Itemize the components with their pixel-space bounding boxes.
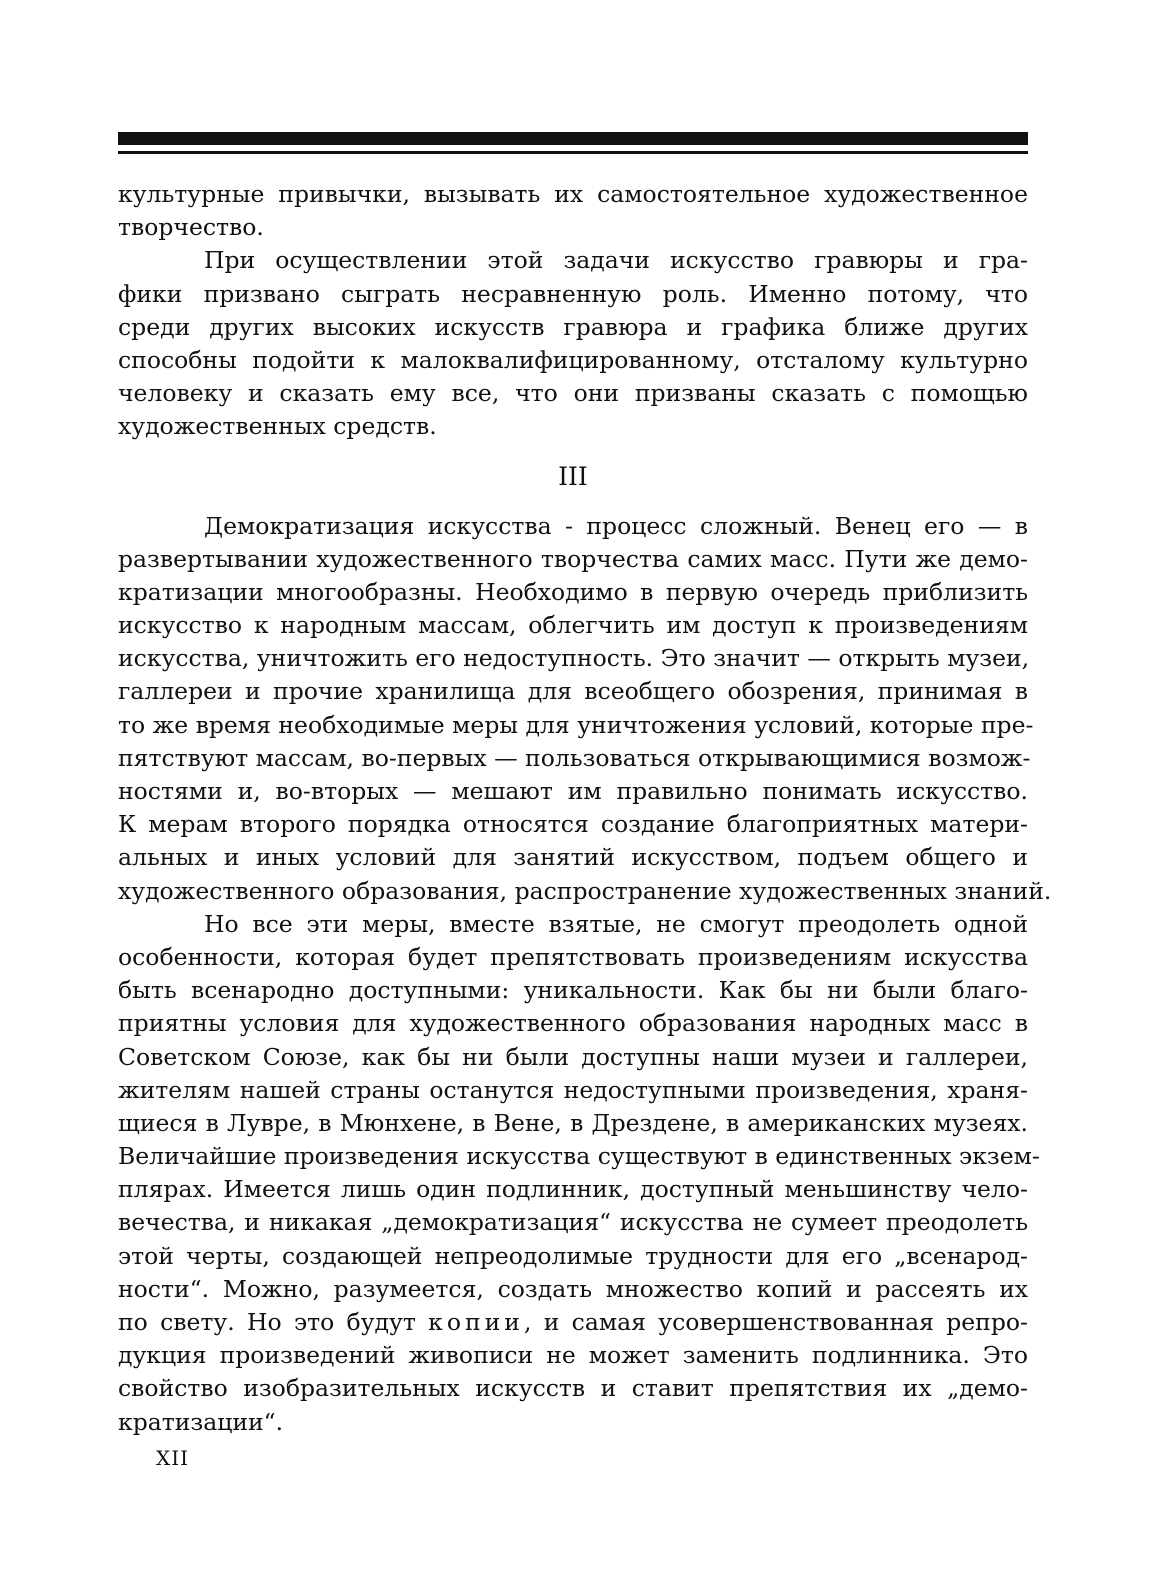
text-segment: , и самая усовершенствованная репро-: [523, 1308, 1028, 1336]
text-segment: по свету. Но это будут: [118, 1308, 416, 1336]
text-line: пятствуют массам, во-первых — пользоваться открывающимися возмож-: [118, 743, 1031, 772]
text-line: этой черты, создающей непреодолимые трудности для его „всенарод-: [118, 1241, 1028, 1270]
text-line: художественного образования, распространение художественных знаний.: [118, 876, 1052, 905]
text-line: Но все эти меры, вместе взятые, не смогут преодолеть одной: [204, 909, 1028, 938]
text-line: творчество.: [118, 213, 264, 242]
text-line: приятны условия для художественного образования народных масс в: [118, 1009, 1028, 1038]
text-line: ности“. Можно, разумеется, создать множество копий и рассеять их: [118, 1274, 1028, 1303]
body-text: [118, 178, 1052, 1439]
text-line: ностями и, во-вторых — мешают им правильно понимать искусство.: [118, 777, 1028, 805]
text-line: то же время необходимые меры для уничтожения условий, которые пре-: [118, 710, 1034, 739]
text-line: искусство к народным массам, облегчить им доступ к произведениям: [118, 611, 1028, 640]
text-line: культурные привычки, вызывать их самостоятельное художественное: [118, 180, 1028, 208]
text-line: К мерам второго порядка относятся создание благоприятных матери-: [118, 810, 1028, 839]
text-line: Демократизация искусства - процесс сложный. Венец его — в: [204, 511, 1028, 540]
text-line: фики призвано сыграть несравненную роль. Именно потому, что: [118, 279, 1028, 308]
section-heading: III: [558, 461, 588, 491]
text-line: кратизации многообразны. Необходимо в первую очередь приблизить: [118, 577, 1028, 606]
text-line: развертывании художественного творчества самих масс. Пути же демо-: [118, 544, 1028, 573]
text-line: человеку и сказать ему все, что они призваны сказать с помощью: [118, 379, 1028, 408]
emphasized-word: копии: [428, 1308, 524, 1336]
text-line: художественных средств.: [118, 412, 437, 441]
text-line: При осуществлении этой задачи искусство гравюры и гра-: [204, 246, 1028, 275]
text-line-with-emphasis: [118, 1306, 1028, 1339]
header-rule-thin: [118, 151, 1028, 154]
page-number: XII: [156, 1446, 190, 1470]
text-line: щиеся в Лувре, в Мюнхене, в Вене, в Дрездене, в американских музеях.: [118, 1108, 1028, 1137]
text-line: плярах. Имеется лишь один подлинник, доступный меньшинству чело-: [118, 1175, 1028, 1204]
text-line: свойство изобразительных искусств и ставит препятствия их „демо-: [118, 1374, 1028, 1403]
book-page: [118, 0, 1052, 1588]
text-line: способны подойти к малоквалифицированному, отсталому культурно: [118, 345, 1028, 374]
text-line: быть всенародно доступными: уникальности. Как бы ни были благо-: [118, 976, 1028, 1005]
text-line: кратизации“.: [118, 1407, 284, 1436]
text-line: альных и иных условий для занятий искусством, подъем общего и: [118, 843, 1028, 872]
header-rule-thick: [118, 132, 1028, 145]
text-line: жителям нашей страны останутся недоступными произведения, храня-: [118, 1075, 1028, 1104]
text-line: вечества, и никакая „демократизация“ искусства не сумеет преодолеть: [118, 1208, 1028, 1237]
text-line: среди других высоких искусств гравюра и графика ближе других: [118, 312, 1028, 341]
text-line: дукция произведений живописи не может заменить подлинника. Это: [118, 1341, 1028, 1370]
text-line: особенности, которая будет препятствовать произведениям искусства: [118, 942, 1028, 971]
text-line: Советском Союзе, как бы ни были доступны наши музеи и галлереи,: [118, 1042, 1028, 1071]
text-line: Величайшие произведения искусства существуют в единственных экзем-: [118, 1142, 1040, 1171]
text-line: галлереи и прочие хранилища для всеобщего обозрения, принимая в: [118, 677, 1028, 706]
text-line: искусства, уничтожить его недоступность. Это значит — открыть музеи,: [118, 644, 1030, 673]
